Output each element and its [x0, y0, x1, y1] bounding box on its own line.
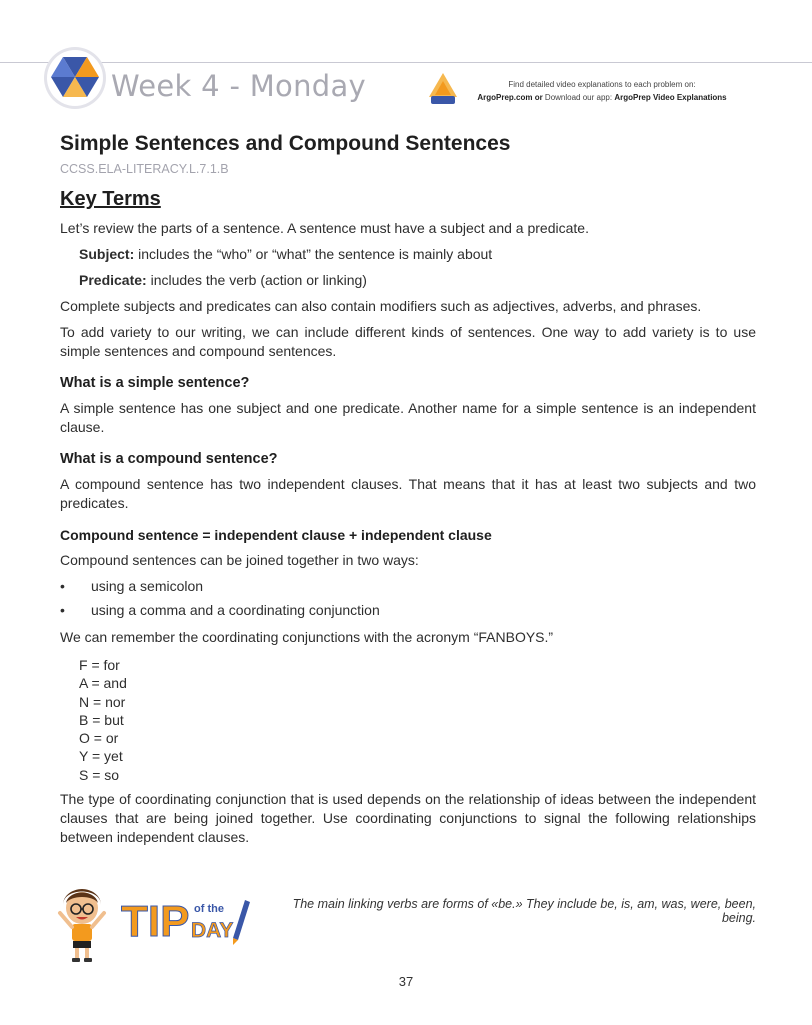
tip-of-the-day-logo — [121, 896, 251, 946]
fanboys-item: N = nor — [79, 693, 126, 710]
acronym-paragraph: We can remember the coordinating conjunctions with the acronym “FANBOYS.” — [60, 629, 554, 645]
compound-formula: Compound sentence = independent clause + independent clause — [60, 527, 492, 543]
or-text: or — [532, 93, 545, 102]
argoprep-logo — [47, 50, 103, 106]
predicate-text: includes the verb (action or linking) — [146, 272, 367, 288]
main-content — [60, 132, 756, 854]
fanboys-item: S = so — [79, 766, 120, 783]
predicate-definition — [60, 271, 756, 290]
key-terms-heading: Key Terms — [60, 188, 161, 210]
video-explanations-links — [466, 93, 738, 102]
fanboys-item: A = and — [79, 675, 127, 692]
fanboys-list — [60, 656, 756, 784]
header-rule — [0, 62, 812, 63]
subject-text: includes the “who” or “what” the sentence is mainly about — [134, 246, 493, 262]
subject-label: Subject: — [79, 246, 135, 262]
predicate-label: Predicate: — [79, 272, 147, 288]
list-item-text: using a semicolon — [91, 578, 204, 594]
kid-mascot-icon — [57, 881, 107, 963]
tip-of-the-text: of the — [194, 903, 224, 915]
page-number: 37 — [398, 974, 414, 989]
fanboys-item: Y = yet — [79, 748, 123, 765]
hexagon-triangles-icon — [51, 55, 99, 99]
tip-day-text: DAY — [191, 919, 234, 942]
fanboys-item: F = for — [79, 657, 120, 673]
tip-big-text: TIP — [121, 897, 190, 946]
simple-sentence-paragraph: A simple sentence has one subject and one predicate. Another name for a simple sentence is an independent clause. — [60, 400, 756, 435]
page-title: Week 4 - Monday — [111, 69, 367, 103]
video-explanations-note: Find detailed video explanations to each problem on: — [508, 80, 696, 89]
compound-sentence-paragraph: A compound sentence has two independent clauses. That means that it has at least two subjects and two predicates. — [60, 476, 756, 511]
bullet-icon: • — [60, 602, 65, 618]
list-item-text: using a comma and a coordinating conjunction — [91, 602, 380, 618]
fanboys-item: O = or — [79, 730, 119, 747]
compound-sentence-heading: What is a compound sentence? — [60, 451, 278, 467]
review-paragraph: Let’s review the parts of a sentence. A sentence must have a subject and a predicate. — [60, 220, 589, 236]
tip-text: The main linking verbs are forms of «be.» They include be, is, am, was, were, been, being. — [292, 897, 756, 925]
variety-paragraph: To add variety to our writing, we can include different kinds of sentences. One way to add variety is to use simple sentences and compound sentences. — [60, 324, 756, 359]
download-text: Download our app: — [544, 93, 615, 102]
modifiers-paragraph: Complete subjects and predicates can also contain modifiers such as adjectives, adverbs, and phrases. — [60, 298, 702, 314]
argoprep-site-link[interactable]: ArgoPrep.com — [477, 93, 533, 102]
section-title: Simple Sentences and Compound Sentences — [60, 132, 511, 155]
bullet-icon: • — [60, 578, 65, 594]
join-methods-list — [60, 577, 756, 620]
list-item — [60, 601, 756, 620]
subject-definition — [60, 245, 756, 264]
standard-code: CCSS.ELA-LITERACY.L.7.1.B — [60, 162, 229, 176]
argoprep-app-icon — [429, 73, 457, 105]
fanboys-item: B = but — [79, 711, 124, 728]
simple-sentence-heading: What is a simple sentence? — [60, 375, 250, 391]
list-item — [60, 577, 756, 596]
conjunction-type-paragraph: The type of coordinating conjunction that is used depends on the relationship of ideas between the independent clauses that are being joined together. Use coordinating conjunctions to signal the following relationships between independent clauses. — [60, 791, 756, 846]
joined-paragraph: Compound sentences can be joined together in two ways: — [60, 552, 419, 568]
app-name[interactable]: ArgoPrep Video Explanations — [614, 93, 727, 102]
